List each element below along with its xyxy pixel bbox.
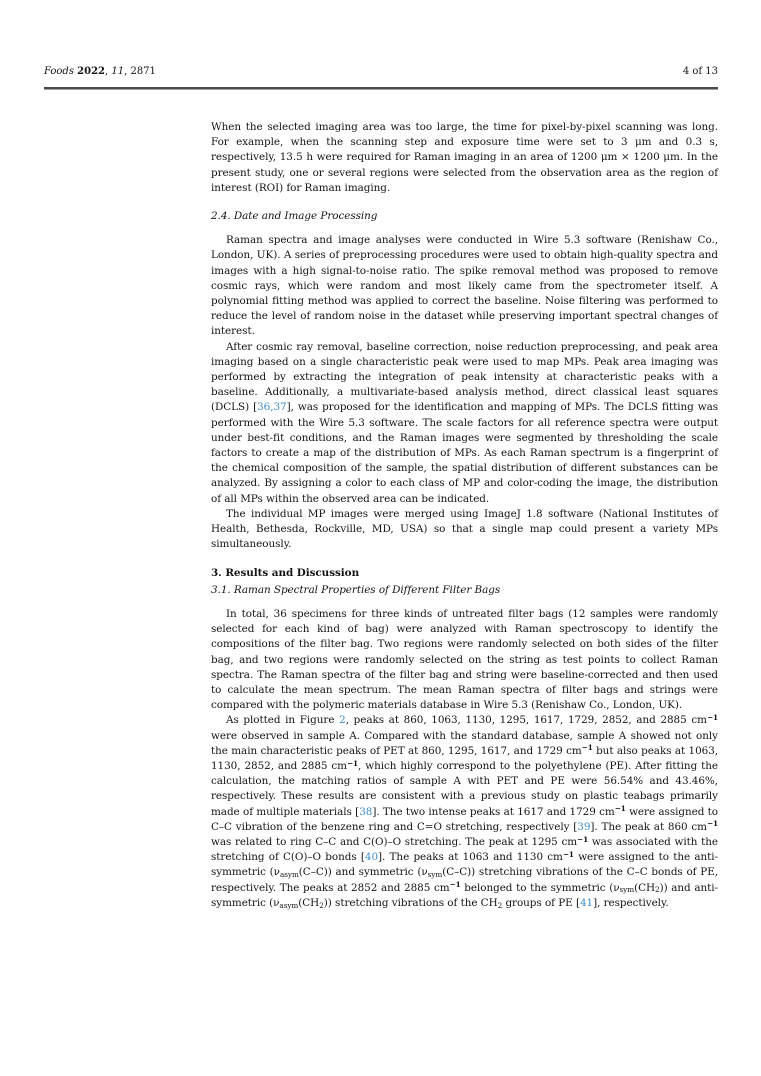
page-header xyxy=(44,66,718,78)
paragraph-preprocessing: Raman spectra and image analyses were conducted in Wire 5.3 software (Renishaw Co., London, UK). A series of preprocessing procedures were used to obtain high-quality spectra and images with a high signal-to-noise ratio. The spike removal method was proposed to remove cosmic rays, which were random and most likely came from the spectrometer itself. A polynomial fitting method was applied to correct the baseline. Noise filtering was performed to reduce the level of random noise in the dataset while preserving important spectral changes of interest. xyxy=(211,234,718,338)
paragraph-imagej-merge: The individual MP images were merged using ImageJ 1.8 software (National Institutes of Health, Bethesda, Rockville, MD, USA) so that a single map could present a variety MPs simultaneously. xyxy=(211,507,718,551)
page-number: 4 of 13 xyxy=(682,66,718,77)
citation-link[interactable]: 40 xyxy=(364,851,379,864)
article-body xyxy=(211,120,718,911)
citation-link[interactable]: 36,37 xyxy=(257,401,287,414)
citation-link[interactable]: 41 xyxy=(579,896,594,909)
paragraph-imaging-area: When the selected imaging area was too large, the time for pixel-by-pixel scanning was long. For example, when the scanning step and exposure time were set to 3 μm and 0.3 s, respectively, 13.5 h were required for Raman imaging in an area of 1200 μm × 1200 μm. In the present study, one or several regions were selected from the observation area as the region of interest (ROI) for Raman imaging. xyxy=(211,121,718,194)
citation-link[interactable]: 39 xyxy=(577,820,591,833)
header-rule xyxy=(44,87,718,90)
heading-3-results-and-discussion: 3. Results and Discussion xyxy=(211,567,360,580)
figure-link[interactable]: 2 xyxy=(339,714,346,727)
heading-3-1-raman-spectral-properties: 3.1. Raman Spectral Properties of Different Filter Bags xyxy=(211,583,501,596)
paragraph-sample-a-peaks: As plotted in Figure 2, peaks at 860, 1063, 1130, 1295, 1617, 1729, 2852, and 2885 $cm^{-1}$ were observed in sample A. Compared with the standard database, sample A showed not only the main characteristic peaks of PET at 860, 1295, 1617, and 1729 $cm^{-1}$ but also peaks at 1063, 1130, 2852, and 2885 $cm^{-1}$, which highly correspond to the polyethylene (PE). After fitting the calculation, the matching ratios of sample A with PET and PE were 56.54% and 43.46%, respectively. These results are consistent with a previous study on plastic teabags primarily made of multiple materials [38]. The two intense peaks at 1617 and 1729 $cm^{-1}$ were assigned to C–C vibration of the benzene ring and C=O stretching, respectively [39]. The peak at 860 $cm^{-1}$ was related to ring C–C and C(O)–O stretching. The peak at 1295 $cm^{-1}$ was associated with the stretching of C(O)–O bonds [40]. The peaks at 1063 and 1130 $cm^{-1}$ were assigned to the anti-symmetric $(\nu_{asym}(C-C))$ and symmetric $(\nu_{sym}(C-C))$ stretching vibrations of the C–C bonds of PE, respectively. The peaks at 2852 and 2885 $cm^{-1}$ belonged to the symmetric $(\nu_{sym}(CH_2))$ and anti-symmetric $(\nu_{asym}(CH_2))$ stretching vibrations of the $CH_2$ groups of PE [41], respectively. xyxy=(211,713,719,910)
journal-reference: Foods 2022, 11, 2871 xyxy=(44,66,156,77)
citation-link[interactable]: 38 xyxy=(359,805,373,818)
paragraph-filter-bag-specimens: In total, 36 specimens for three kinds of untreated filter bags (12 samples were randomly selected for each kind of bag) were analyzed with Raman spectroscopy to identify the compositions of the filter bag. Two regions were randomly selected on both sides of the filter bag, and two regions were randomly selected on the string as test points to collect Raman spectra. The Raman spectra of the filter bag and string were baseline-corrected and then used to calculate the mean spectrum. The mean Raman spectra of filter bags and strings were compared with the polymeric materials database in Wire 5.3 (Renishaw Co., London, UK). xyxy=(211,607,718,712)
paragraph-dcls-mapping: After cosmic ray removal, baseline correction, noise reduction preprocessing, and peak area imaging based on a single characteristic peak were used to map MPs. Peak area imaging was performed by extracting the integration of peak intensity at characteristic peaks with a baseline. Additionally, a multivariate-based analysis method, direct classical least squares (DCLS) [36,37], was proposed for the identification and mapping of MPs. The DCLS fitting was performed with the Wire 5.3 software. The scale factors for all reference spectra were output under best-fit conditions, and the Raman images were segmented by thresholding the scale factors to create a map of the distribution of MPs. As each Raman spectrum is a fingerprint of the chemical composition of the sample, the spatial distribution of different substances can be analyzed. By assigning a color to each class of MP and color-coding the image, the distribution of all MPs within the observed area can be indicated. xyxy=(211,340,718,505)
heading-2-4-date-and-image-processing: 2.4. Date and Image Processing xyxy=(211,210,378,223)
